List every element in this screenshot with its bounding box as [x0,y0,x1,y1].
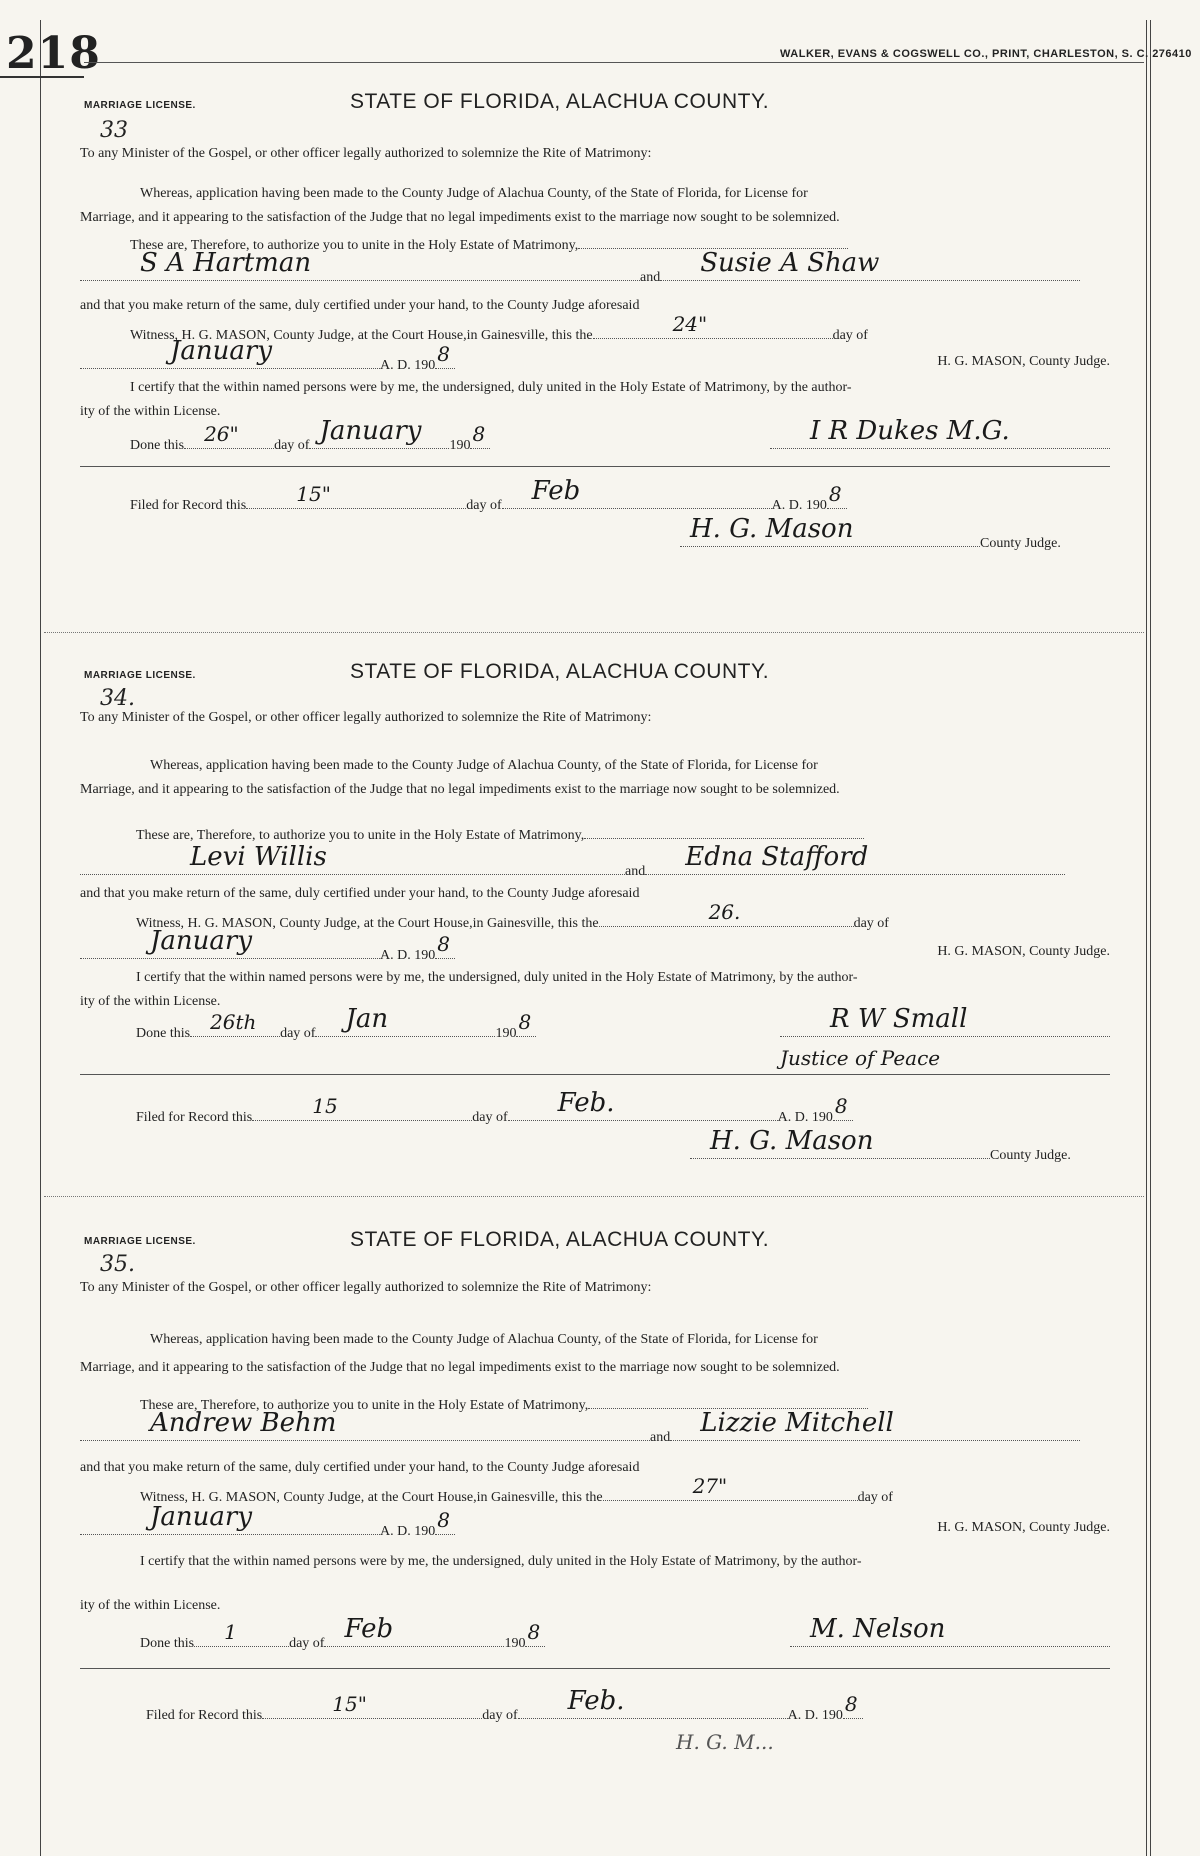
authorize-fill [588,1394,868,1409]
names-line [80,1408,1080,1446]
bride-field [645,842,1065,875]
witness-text: Witness, H. G. MASON, County Judge, at the Court House,in Gainesville, this the [140,1490,603,1505]
license-label: MARRIAGE LICENSE. [84,100,196,111]
done-text: Done this [136,1026,191,1041]
witness-month: January [150,1502,253,1532]
header-rule [84,62,1144,63]
filed-ad-text: A. D. 190 [787,1708,843,1723]
done-month: January [319,416,422,446]
filed-year: 8 [844,1692,858,1716]
witness-year-field [435,932,455,959]
license-number: 33 [100,118,128,143]
license-record-33 [80,86,1110,606]
done-month: Jan [345,1004,389,1034]
groom-name: S A Hartman [140,248,312,278]
witness-month: January [170,336,273,366]
filed-year: 8 [834,1094,848,1118]
whereas-line-2: Marriage, and it appearing to the satisfaction of the Judge that no legal impediments exist to the marriage now sought to be solemnized. [80,210,840,225]
officiant-field [790,1614,1110,1647]
page-number: 218 [6,28,101,79]
filed-day-field [262,1692,482,1719]
officiant-title-line [780,1048,940,1072]
day-of-text: day of [853,916,889,931]
day-of-text: day of [832,328,868,343]
whereas-line-1: Whereas, application having been made to the County Judge of Alachua County, of the State of Florida, for License for [150,1332,818,1347]
filed-text: Filed for Record this [136,1110,253,1125]
done-year: 8 [472,422,486,446]
judge-text: H. G. MASON, County Judge. [937,944,1110,959]
license-heading: STATE OF FLORIDA, ALACHUA COUNTY. [350,90,770,113]
officiant-signature: I R Dukes M.G. [810,416,1010,446]
done-day: 26" [204,422,239,446]
bride-field [660,248,1080,281]
filed-day-field [252,1094,472,1121]
address-line: To any Minister of the Gospel, or other officer legally authorized to solemnize the Rite of Matrimony: [80,146,652,161]
whereas-line-2: Marriage, and it appearing to the satisfaction of the Judge that no legal impediments exist to the marriage now sought to be solemnized. [80,782,840,797]
witness-day-field [599,900,854,927]
certify-line-2: ity of the within License. [80,1598,221,1613]
witness-line [140,1474,893,1506]
license-number: 34. [100,686,135,711]
witness-day: 27" [692,1474,728,1498]
certify-line-1: I certify that the within named persons were by me, the undersigned, duly united in the Holy Estate of Matrimony, by the author- [130,380,852,395]
done-day-field [194,1620,289,1647]
filed-ad-text: A. D. 190 [771,498,827,513]
witness-month-field [80,1502,380,1535]
groom-name: Andrew Behm [150,1408,337,1438]
judge-text: H. G. MASON, County Judge. [937,354,1110,369]
section-divider [44,1196,1144,1197]
witness-month: January [150,926,253,956]
done-text: Done this [130,438,185,453]
done-day-of-text: day of [280,1026,316,1041]
filed-text: Filed for Record this [146,1708,263,1723]
filed-separator [80,1668,1110,1669]
page-number-underline [0,76,84,78]
and-text: and [650,1430,671,1445]
groom-field [80,842,625,875]
filed-year-field [833,1094,853,1121]
done-year-text: 190 [504,1636,526,1651]
done-day: 1 [224,1620,237,1644]
authorize-text: These are, Therefore, to authorize you to unite in the Holy Estate of Matrimony, [130,238,579,253]
judge-signature: H. G. Mason [710,1126,874,1156]
filed-month-field [508,1088,778,1121]
filed-day-field [246,482,466,509]
filed-day-of-text: day of [472,1110,508,1125]
filed-line [130,476,847,514]
license-label: MARRIAGE LICENSE. [84,670,196,681]
filed-separator [80,1074,1110,1075]
filed-month-field [518,1686,788,1719]
done-year: 8 [527,1620,541,1644]
done-year: 8 [518,1010,532,1034]
officiant-field [780,1004,1110,1037]
bride-name: Edna Stafford [685,842,869,872]
witness-day-field [593,312,833,339]
address-line: To any Minister of the Gospel, or other officer legally authorized to solemnize the Rite of Matrimony: [80,710,652,725]
license-record-34 [80,660,1110,1180]
officiant-title: Justice of Peace [780,1046,941,1070]
authorize-text: These are, Therefore, to authorize you to unite in the Holy Estate of Matrimony, [136,828,585,843]
filed-month: Feb. [557,1088,615,1118]
bride-name: Susie A Shaw [700,248,880,278]
done-year-field [470,422,490,449]
authorize-fill [584,824,864,839]
month-line [80,1502,1110,1540]
judge-signature-field [690,1126,990,1159]
names-line [80,248,1080,286]
filed-line [146,1686,863,1724]
authorize-text: These are, Therefore, to authorize you to unite in the Holy Estate of Matrimony, [140,1398,589,1413]
bride-name: Lizzie Mitchell [700,1408,894,1438]
license-number: 35. [100,1252,135,1277]
done-day-field [190,1010,280,1037]
groom-name: Levi Willis [190,842,327,872]
certify-line-1: I certify that the within named persons were by me, the undersigned, duly united in the Holy Estate of Matrimony, by the author- [140,1554,862,1569]
done-line [130,416,1110,454]
done-day-field [184,422,274,449]
done-line [136,1004,1110,1042]
officiant-signature: M. Nelson [810,1614,946,1644]
filed-month-field [502,476,772,509]
county-judge-line [680,514,1061,552]
filed-separator [80,466,1110,467]
done-month-field [309,416,449,449]
done-year-field [525,1620,545,1647]
done-year-field [516,1010,536,1037]
witness-day: 24" [672,312,708,336]
license-heading: STATE OF FLORIDA, ALACHUA COUNTY. [350,1228,770,1251]
certify-line-2: ity of the within License. [80,404,221,419]
bride-field [670,1408,1080,1441]
certify-line-1: I certify that the within named persons were by me, the undersigned, duly united in the Holy Estate of Matrimony, by the author- [136,970,858,985]
county-judge-text: County Judge. [980,536,1061,551]
return-line: and that you make return of the same, duly certified under your hand, to the County Judge aforesaid [80,298,640,313]
filed-line [136,1088,853,1126]
month-line [80,926,1110,964]
witness-day: 26. [708,900,741,924]
witness-month-field [80,926,380,959]
and-text: and [640,270,661,285]
done-month-field [315,1004,495,1037]
groom-field [80,1408,650,1441]
license-heading: STATE OF FLORIDA, ALACHUA COUNTY. [350,660,770,683]
done-day-of-text: day of [289,1636,325,1651]
filed-year-field [843,1692,863,1719]
done-month: Feb [344,1614,394,1644]
filed-ad-text: A. D. 190 [777,1110,833,1125]
license-label: MARRIAGE LICENSE. [84,1236,196,1247]
judge-signature: H. G. Mason [690,514,854,544]
authorize-fill [578,234,848,249]
groom-field [80,248,640,281]
done-day: 26th [210,1010,257,1034]
return-line: and that you make return of the same, duly certified under your hand, to the County Judge aforesaid [80,886,640,901]
whereas-line-2: Marriage, and it appearing to the satisfaction of the Judge that no legal impediments exist to the marriage now sought to be solemnized. [80,1360,840,1375]
done-line [140,1614,1110,1652]
witness-year: 8 [437,1508,450,1532]
address-line: To any Minister of the Gospel, or other officer legally authorized to solemnize the Rite of Matrimony: [80,1280,652,1295]
filed-day: 15" [332,1692,367,1716]
done-year-text: 190 [495,1026,517,1041]
witness-day-field [603,1474,858,1501]
filed-day-of-text: day of [482,1708,518,1723]
month-line [80,336,1110,374]
printer-credit: WALKER, EVANS & COGSWELL CO., PRINT, CHARLESTON, S. C. 276410 [780,48,1192,60]
county-judge-line [690,1126,1071,1164]
filed-month: Feb [531,476,581,506]
right-margin-line-2 [1150,20,1151,1856]
license-record-35 [80,1224,1110,1844]
day-of-text: day of [857,1490,893,1505]
certify-line-2: ity of the within License. [80,994,221,1009]
ad-text: A. D. 190 [380,358,436,373]
names-line [80,842,1065,880]
witness-month-field [80,336,380,369]
filed-day: 15" [296,482,331,506]
whereas-line-1: Whereas, application having been made to the County Judge of Alachua County, of the State of Florida, for License for [140,186,808,201]
filed-day-of-text: day of [466,498,502,513]
return-line: and that you make return of the same, duly certified under your hand, to the County Judge aforesaid [80,1460,640,1475]
witness-text: Witness, H. G. MASON, County Judge, at the Court House,in Gainesville, this the [136,916,599,931]
officiant-signature: R W Small [830,1004,968,1034]
right-margin-line [1146,20,1147,1856]
witness-year-field [435,342,455,369]
county-judge-line [676,1732,774,1756]
done-year-text: 190 [449,438,471,453]
judge-signature: H. G. M... [676,1730,774,1754]
witness-year: 8 [437,342,450,366]
filed-text: Filed for Record this [130,498,247,513]
judge-signature-field [680,514,980,547]
witness-year: 8 [437,932,450,956]
left-margin-line [40,20,41,1856]
filed-day: 15 [312,1094,338,1118]
whereas-line-1: Whereas, application having been made to the County Judge of Alachua County, of the State of Florida, for License for [150,758,818,773]
done-day-of-text: day of [274,438,310,453]
authorize-line [136,824,864,844]
filed-year: 8 [828,482,842,506]
officiant-field [770,416,1110,449]
judge-text: H. G. MASON, County Judge. [937,1520,1110,1535]
section-divider [44,632,1144,633]
ad-text: A. D. 190 [380,948,436,963]
county-judge-text: County Judge. [990,1148,1071,1163]
and-text: and [625,864,646,879]
done-month-field [324,1614,504,1647]
done-text: Done this [140,1636,195,1651]
witness-text: Witness, H. G. MASON, County Judge, at the Court House,in Gainesville, this the [130,328,593,343]
filed-year-field [827,482,847,509]
ad-text: A. D. 190 [380,1524,436,1539]
filed-month: Feb. [567,1686,625,1716]
witness-year-field [435,1508,455,1535]
